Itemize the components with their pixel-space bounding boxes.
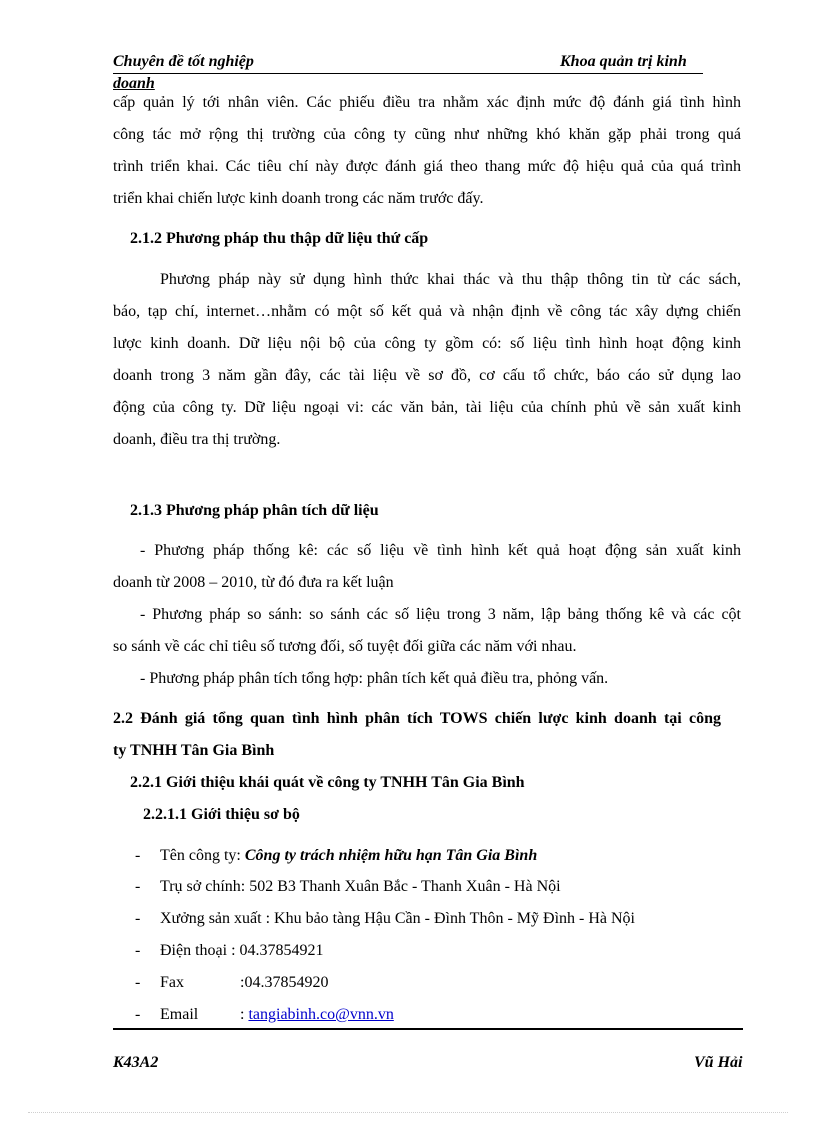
p213-line-1: - Phương pháp thống kê: các số liệu về tình hình kết quả hoạt động sản xuất kinh: [140, 542, 741, 559]
bullet-dash-6: -: [135, 1006, 141, 1023]
p213-line-5: - Phương pháp phân tích tổng hợp: phân tích kết quả điều tra, phỏng vấn.: [140, 670, 609, 687]
section-2-2-1-1-heading: 2.2.1.1 Giới thiệu sơ bộ: [143, 806, 300, 823]
bullet-dash-3: -: [135, 910, 141, 927]
intro-line-1: cấp quản lý tới nhân viên. Các phiếu điều tra nhằm xác định mức độ đánh giá tình hình: [113, 94, 741, 111]
company-name-value: Công ty trách nhiệm hữu hạn Tân Gia Bình: [244, 847, 538, 864]
email-colon: :: [240, 1006, 249, 1023]
footer-left: K43A2: [113, 1054, 159, 1071]
bullet-dash-1: -: [135, 847, 141, 864]
section-2-1-3-heading: 2.1.3 Phương pháp phân tích dữ liệu: [130, 502, 379, 519]
section-2-2-heading-line-1: 2.2 Đánh giá tổng quan tình hình phân tích TOWS chiến lược kinh doanh tại công: [113, 710, 721, 727]
p213-line-4: so sánh về các chỉ tiêu số tương đối, số tuyệt đối giữa các năm với nhau.: [113, 638, 577, 655]
p212-line-6: doanh, điều tra thị trường.: [113, 431, 281, 448]
p212-line-5: động của công ty. Dữ liệu ngoại vi: các văn bản, tài liệu của chính phủ về sản xuất kinh: [113, 399, 741, 416]
intro-line-3: trình triển khai. Các tiêu chí này được đánh giá theo thang mức độ hiệu quả của quá trình: [113, 158, 741, 175]
footer-divider: [113, 1028, 743, 1030]
head-office-item: Trụ sở chính: 502 B3 Thanh Xuân Bắc - Thanh Xuân - Hà Nội: [160, 878, 561, 895]
bullet-dash-5: -: [135, 974, 141, 991]
section-2-2-1-heading: 2.2.1 Giới thiệu khái quát về công ty TNHH Tân Gia Bình: [130, 774, 525, 791]
p212-line-4: doanh trong 3 năm gần đây, các tài liệu về sơ đồ, cơ cấu tổ chức, báo cáo sử dụng lao: [113, 367, 741, 384]
phone-item: Điện thoại : 04.37854921: [160, 942, 324, 959]
header-left-title: Chuyên đề tốt nghiệp: [113, 53, 254, 70]
bullet-dash-4: -: [135, 942, 141, 959]
intro-line-2: công tác mở rộng thị trường của công ty cũng như những khó khăn gặp phải trong quá: [113, 126, 741, 143]
header-right-title: Khoa quản trị kinh: [560, 53, 687, 70]
intro-line-4: triển khai chiến lược kinh doanh trong các năm trước đấy.: [113, 190, 484, 207]
email-link[interactable]: tangiabinh.co@vnn.vn: [248, 1006, 394, 1023]
bullet-dash-2: -: [135, 878, 141, 895]
p213-line-3: - Phương pháp so sánh: so sánh các số liệu trong 3 năm, lập bảng thống kê và các cột: [140, 606, 741, 623]
fax-label: Fax: [160, 974, 184, 991]
section-2-2-heading-line-2: ty TNHH Tân Gia Bình: [113, 742, 275, 759]
section-2-1-2-heading: 2.1.2 Phương pháp thu thập dữ liệu thứ cấp: [130, 230, 429, 247]
header-right-wrap: doanh: [113, 75, 155, 92]
fax-value: :04.37854920: [240, 974, 329, 991]
email-item: [240, 1006, 394, 1024]
p212-line-3: lược kinh doanh. Dữ liệu nội bộ của công ty gồm có: số liệu tình hình hoạt động kinh: [113, 335, 741, 352]
header-underline: [113, 73, 703, 74]
p213-line-2: doanh từ 2008 – 2010, từ đó đưa ra kết luận: [113, 574, 394, 591]
factory-item: Xưởng sản xuất : Khu bảo tàng Hậu Cần - Đình Thôn - Mỹ Đình - Hà Nội: [160, 910, 635, 927]
p212-line-2: báo, tạp chí, internet…nhằm có một số kết quả và nhận định về công tác xây dựng chiến: [113, 303, 741, 320]
company-name-item: [160, 847, 537, 865]
company-name-label: Tên công ty:: [160, 847, 245, 864]
email-label: Email: [160, 1006, 199, 1023]
page-bottom-border: [28, 1112, 788, 1113]
footer-right: Vũ Hải: [694, 1054, 743, 1071]
p212-line-1: Phương pháp này sử dụng hình thức khai thác và thu thập thông tin từ các sách,: [160, 271, 741, 288]
